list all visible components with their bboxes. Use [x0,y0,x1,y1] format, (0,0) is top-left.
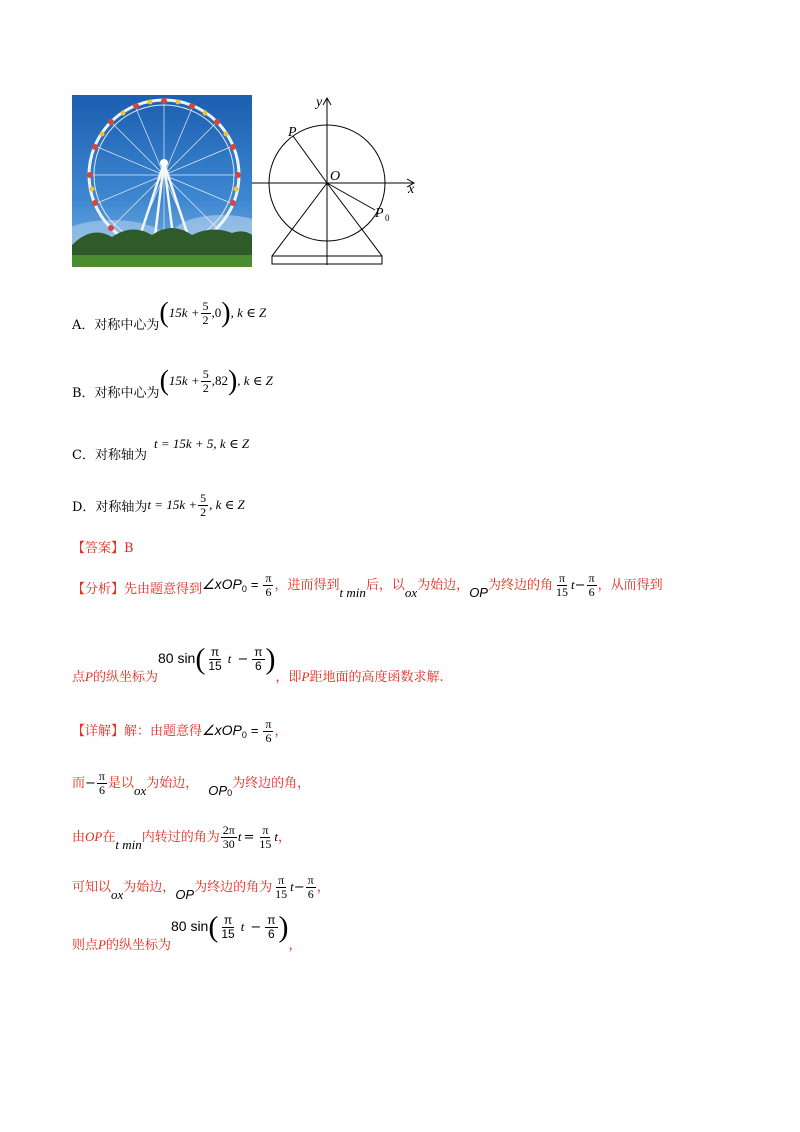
analysis-op: OP [469,585,488,600]
detail-l3-30: 30 [222,837,235,851]
analysis-line2-P2: P [301,669,310,684]
support-left [272,183,327,256]
analysis-line2-b: 的纵坐标为 [92,670,158,685]
support-right [327,183,382,256]
option-b-tail: ,82 [211,373,228,388]
detail-l5-6: 6 [268,927,275,941]
analysis-text-6: ，从而得到 [597,578,663,593]
detail-l5-comma: ， [288,938,302,953]
option-a-tail: ,0 [211,305,222,320]
detail-l3-2pi: 2π [222,823,235,837]
detail-l4-op: OP [175,887,195,902]
detail-six: 6 [265,731,272,745]
analysis-line2-6: 6 [255,659,262,673]
detail-l3-eq: = [243,830,255,845]
option-a-expr: 15k + [168,305,200,320]
option-c [72,448,147,464]
analysis-text-4: 为始边， [417,578,470,593]
detail-l3-b: 在 [102,830,116,845]
analysis-line2-t: t [227,651,232,666]
answer-value: B [124,541,134,556]
option-d-label: D．对称轴为 [72,500,148,515]
detail-l5-15: 15 [221,927,235,941]
coordinate-diagram [240,90,420,270]
detail-angle-sub: 0 [241,730,247,740]
answer-label: 【答案】 [72,541,125,556]
option-c-label: C．对称轴为 [72,448,147,463]
option-b-num: 5 [202,367,209,381]
detail-l3-tmin: t min [115,837,142,852]
detail-l5-80sin: 80 sin [170,918,209,934]
analysis-six-2: 6 [588,585,595,599]
detail-l2-b: 是以 [107,776,134,791]
analysis-label: 【分析】 [72,582,125,597]
point-P-label: P [288,125,297,140]
detail-l4-6: 6 [307,887,314,901]
detail-l4-t: t [290,879,294,894]
detail-l5-minus: − [250,920,262,935]
detail-l2-neg: − [85,776,96,791]
origin-label: O [330,169,341,184]
analysis-pi-2: π [558,571,566,585]
detail-l1-comma: ， [274,724,288,739]
analysis-text-2: ，进而得到 [274,578,340,593]
analysis-tmin: t min [339,585,366,600]
analysis-ox: ox [404,585,418,600]
analysis-pi: π [265,571,272,585]
detail-line-5: 则点P的纵坐标为80 sin( $\frac{\pi}{15}$ t − $\frac{\pi}{6}$ )， [72,910,302,953]
detail-l4-ox: ox [111,887,124,902]
option-a-num: 5 [202,299,209,313]
option-a-cond: , k ∈ Z [230,305,267,320]
analysis-line2-minus: − [237,652,249,667]
analysis-angle-sub: 0 [241,584,247,594]
y-axis-label: y [316,95,323,110]
ferris-wheel-photo [72,95,252,267]
segment-OP0 [327,183,375,210]
analysis-line2-pi: π [210,645,220,659]
option-d-expr: t = 15k + [147,497,198,512]
analysis-80sin: 80 sin [157,650,196,666]
analysis-line2-pi2: π [254,645,263,659]
analysis-line2-a: 点 [72,670,86,685]
detail-l3-pi: π [262,823,269,837]
detail-l4-c: 为终边的角为 [194,880,273,895]
analysis-t: t [571,577,575,592]
analysis-pi-3: π [588,571,595,585]
option-b-label: B．对称中心为 [72,386,160,401]
detail-l4-comma: ， [316,880,330,895]
analysis-minus: − [574,578,586,593]
detail-l2-pi: π [98,769,105,783]
detail-l5-t: t [240,919,245,934]
detail-l5-P: P [98,937,106,952]
detail-label: 【详解】 [72,724,125,739]
detail-l2-a: 而 [72,776,86,791]
analysis-text-3: 后，以 [365,578,405,593]
detail-l3-a: 由 [72,830,86,845]
analysis-text-5: 为终边的角 [487,578,553,593]
analysis-eq: = [250,577,259,592]
analysis-line2-c: ，即 [275,670,302,685]
detail-line-4 [72,874,330,901]
analysis-fifteen: 15 [556,585,568,599]
analysis-line2-15: 15 [208,659,222,673]
analysis-angle: ∠xOP [202,576,242,592]
detail-l2-op: OP [208,783,228,798]
analysis-line2-d: 距地面的高度函数求解. [309,670,444,685]
option-d-cond: , k ∈ Z [209,497,245,512]
detail-l2-d: 为终边的角， [232,776,311,791]
detail-l4-b: 为始边， [123,880,176,895]
detail-l5-b: 的纵坐标为 [105,938,171,953]
detail-l4-a: 可知以 [72,880,112,895]
option-a-label: A．对称中心为 [72,318,160,333]
option-b: B．对称中心为(15k + $\frac{5}{2}$ ,82), k ∈ Z [72,365,273,401]
segment-OP [293,136,327,183]
answer-line [72,541,134,557]
option-d-num: 5 [200,491,207,505]
detail-line-2 [72,770,310,797]
detail-l3-op: OP [85,829,103,844]
detail-l4-15: 15 [275,887,288,901]
detail-eq: = [250,723,259,738]
detail-l2-ox: ox [134,783,147,798]
x-axis-label: x [408,182,415,197]
point-P0-label: P [375,206,384,221]
detail-angle: ∠xOP [202,722,242,738]
analysis-text-1: 先由题意得到 [124,582,203,597]
analysis-line2-P: P [85,669,93,684]
detail-line-3 [72,824,291,851]
point-P0-subscript: 0 [385,213,390,223]
detail-l3-t2: t [274,829,278,844]
detail-l4-minus: − [293,880,305,895]
detail-l5-pi2: π [267,913,276,927]
detail-l5-a: 则点 [72,938,99,953]
option-c-expr: t = 15k + 5, k ∈ Z [154,436,250,451]
option-b-cond: , k ∈ Z [237,373,273,388]
option-d [72,492,245,519]
detail-pi: π [265,717,272,731]
detail-line-1 [72,718,288,745]
analysis-line-1 [72,572,663,599]
detail-l2-op-sub: 0 [227,788,233,798]
detail-l2-six: 6 [98,783,105,797]
analysis-six: 6 [265,585,272,599]
detail-l3-15: 15 [259,837,272,851]
detail-l1-text: 解：由题意得 [124,724,203,739]
analysis-line-2: 点P的纵坐标为80 sin( $\frac{\pi}{15}$ t − $\frac{\pi}{6}$ )，即P距地面的高度函数求解. [72,642,444,685]
detail-l4-pi2: π [307,873,314,887]
detail-l5-pi: π [223,913,233,927]
detail-l3-t: t [237,829,242,844]
detail-l4-pi: π [278,873,285,887]
option-a: A．对称中心为(15k + $\frac{5}{2}$ ,0), k ∈ Z [72,297,267,333]
option-b-expr: 15k + [168,373,200,388]
detail-l2-c: 为始边， [146,776,199,791]
option-d-den: 2 [200,505,207,519]
detail-l3-comma: ， [277,830,291,845]
detail-l3-c: 内转过的角为 [141,830,220,845]
option-a-den: 2 [202,313,209,327]
option-b-den: 2 [202,381,209,395]
